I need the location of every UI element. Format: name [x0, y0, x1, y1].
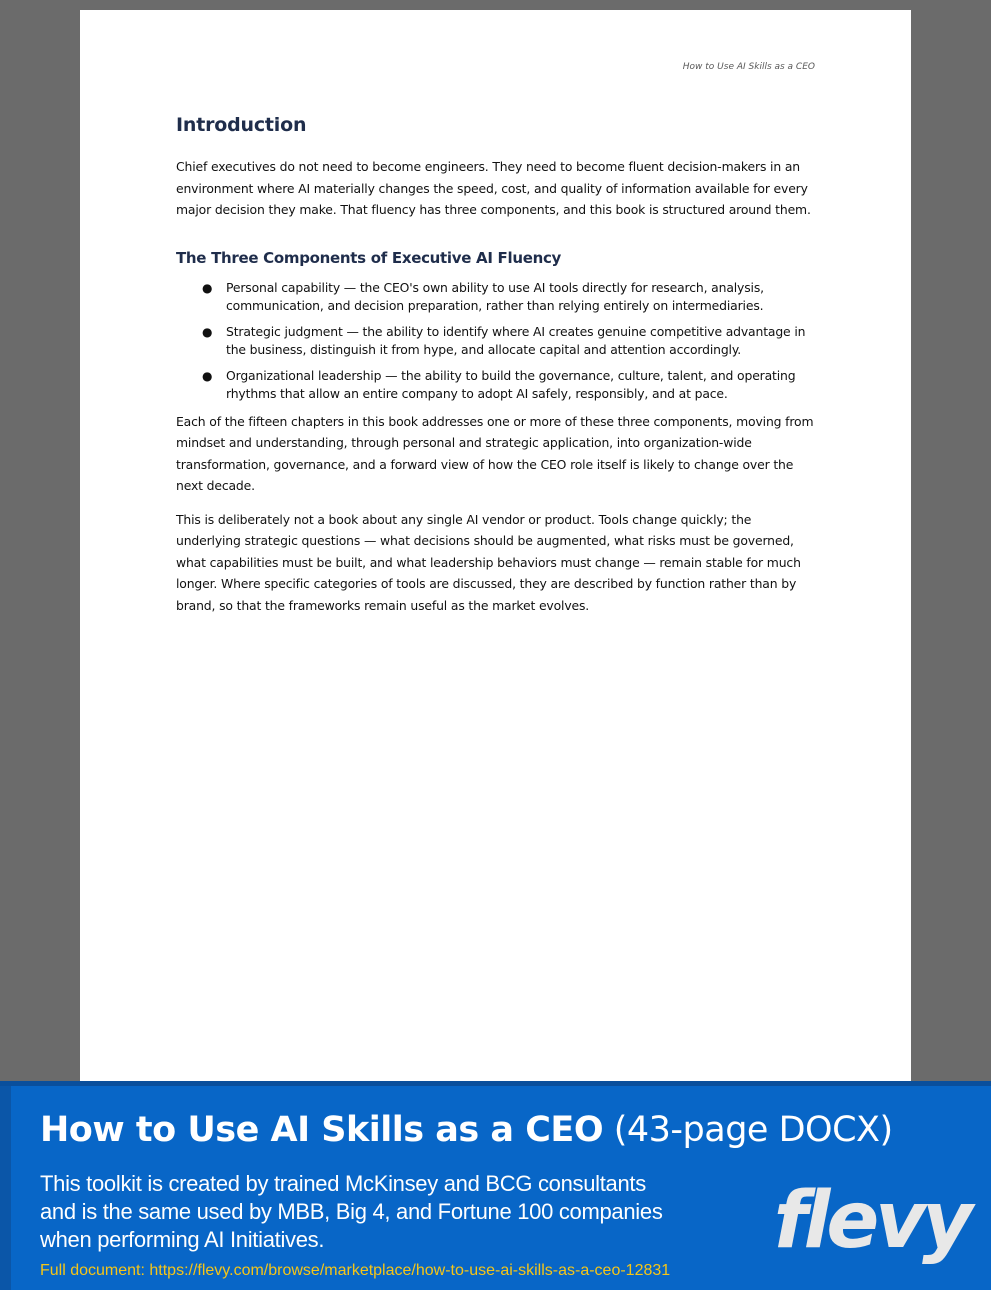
bullet-icon: ● — [202, 324, 213, 339]
list-item-text: Strategic judgment — the ability to identify where AI creates genuine competitive advantage in the business, distinguish it from hype, and allocate capital and attention accordingly. — [226, 323, 806, 357]
document-page — [80, 10, 911, 1082]
list-item — [176, 279, 816, 316]
running-header: How to Use AI Skills as a CEO — [682, 62, 815, 72]
full-document-link[interactable]: Full document: https://flevy.com/browse/marketplace/how-to-use-ai-skills-as-a-ceo-12831 — [40, 1262, 671, 1279]
list-item-text: Personal capability — the CEO's own ability to use AI tools directly for research, analysis, communication, and decision preparation, rather than relying entirely on intermediaries. — [226, 279, 764, 313]
components-list — [176, 279, 816, 404]
banner-title — [40, 1110, 893, 1150]
heading-introduction: Introduction — [176, 114, 307, 136]
intro-paragraph: Chief executives do not need to become engineers. They need to become fluent decision-makers in an environment where AI materially changes the speed, cost, and quality of information available for every major decision they make. That fluency has three components, and this book is structured around them. — [176, 159, 811, 217]
list-item — [176, 367, 816, 404]
chapters-paragraph: Each of the fifteen chapters in this book addresses one or more of these three components, moving from mindset and understanding, through personal and strategic application, into organization-wide transformation, governance, and a forward view of how the CEO role itself is likely to change over the next decade. — [176, 413, 814, 493]
banner-stripe — [0, 1086, 11, 1290]
bullet-icon: ● — [202, 280, 213, 295]
list-item — [176, 323, 816, 360]
bullet-icon: ● — [202, 368, 213, 383]
tools-paragraph: This is deliberately not a book about any single AI vendor or product. Tools change quickly; the underlying strategic questions — what decisions should be augmented, what risks must be governed, what capabilities must be built, and what leadership behaviors must change — remain stable for much longer. Where specific categories of tools are discussed, they are described by function rather than by brand, so that the frameworks remain useful as the market evolves. — [176, 511, 801, 613]
heading-three-components: The Three Components of Executive AI Fluency — [176, 248, 562, 267]
list-item-text: Organizational leadership — the ability to build the governance, culture, talent, and operating rhythms that allow an entire company to adopt AI safely, responsibly, and at pace. — [226, 367, 796, 401]
promo-banner — [0, 1081, 991, 1290]
document-content — [176, 110, 816, 628]
banner-description: This toolkit is created by trained McKinsey and BCG consultants and is the same used by MBB, Big 4, and Fortune 100 companies when performing AI Initiatives. — [40, 1171, 663, 1252]
flevy-logo: flevy — [773, 1176, 969, 1266]
banner-title-suffix: (43-page DOCX) — [603, 1110, 893, 1150]
banner-title-main: How to Use AI Skills as a CEO — [40, 1110, 604, 1150]
